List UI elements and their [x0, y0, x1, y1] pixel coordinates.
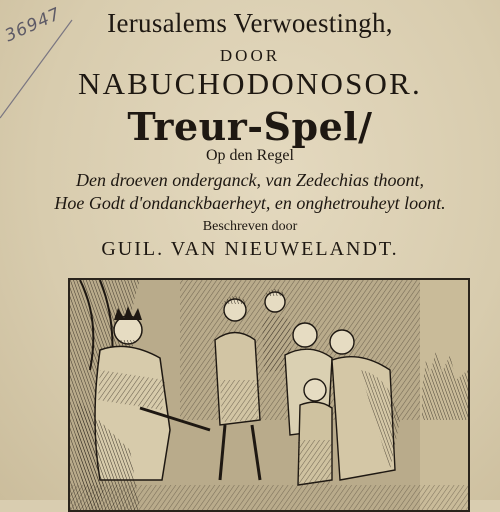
child-head [304, 379, 326, 401]
title-name: NABUCHODONOSOR. [78, 66, 422, 101]
title-regel: Op den Regel [206, 147, 294, 164]
library-pencil-mark: 36947 [2, 3, 65, 47]
title-line-1: Ierusalems Verwoestingh, [107, 8, 393, 38]
written-by-label: Beschreven door [202, 219, 298, 234]
title-door: DOOR [219, 46, 281, 65]
engraving-drawing [70, 280, 468, 510]
verse-line-2: Hoe Godt d'ondanckbaerheyt, en onghetrouheyt loont. [54, 193, 446, 213]
title-genre: Treur-Spel/ [127, 104, 373, 149]
verse-line-1: Den droeven onderganck, van Zedechias thoont, [75, 170, 425, 190]
engraving-illustration [68, 278, 470, 512]
king-head [114, 316, 142, 344]
captive-2-head [330, 330, 354, 354]
captive-1-head [293, 323, 317, 347]
author-name: GUIL. VAN NIEUWELANDT. [101, 238, 399, 260]
